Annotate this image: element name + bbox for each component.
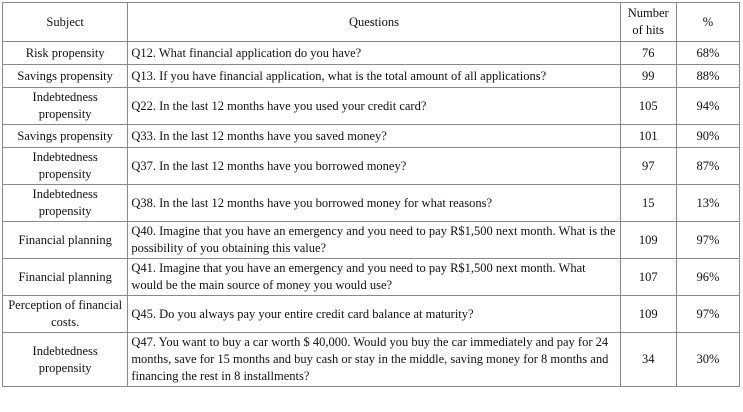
hits-cell: 101 [620, 125, 676, 148]
hits-cell: 34 [620, 333, 676, 387]
percent-cell: 94% [676, 88, 739, 125]
table-row [3, 296, 740, 333]
subject-cell: Perception of financial costs. [3, 296, 128, 333]
percent-cell: 30% [676, 333, 739, 387]
header-row [3, 3, 740, 42]
subject-cell: Indebtedness propensity [3, 148, 128, 185]
question-cell: Q13. If you have financial application, what is the total amount of all applications? [128, 65, 620, 88]
header-percent: % [676, 3, 739, 42]
subject-cell: Indebtedness propensity [3, 333, 128, 387]
table-row [3, 259, 740, 296]
subject-cell: Savings propensity [3, 125, 128, 148]
question-cell: Q22. In the last 12 months have you used your credit card? [128, 88, 620, 125]
hits-cell: 97 [620, 148, 676, 185]
survey-table [2, 2, 740, 387]
percent-cell: 13% [676, 185, 739, 222]
table-row [3, 88, 740, 125]
question-cell: Q37. In the last 12 months have you borrowed money? [128, 148, 620, 185]
table-row [3, 65, 740, 88]
hits-cell: 15 [620, 185, 676, 222]
header-number-of-hits: Number of hits [620, 3, 676, 42]
question-cell: Q41. Imagine that you have an emergency and you need to pay R$1,500 next month. What would be the main source of money you would use? [128, 259, 620, 296]
percent-cell: 88% [676, 65, 739, 88]
percent-cell: 90% [676, 125, 739, 148]
hits-cell: 76 [620, 42, 676, 65]
question-cell: Q40. Imagine that you have an emergency and you need to pay R$1,500 next month. What is the possibility of you obtaining this value? [128, 222, 620, 259]
hits-cell: 105 [620, 88, 676, 125]
hits-cell: 107 [620, 259, 676, 296]
subject-cell: Risk propensity [3, 42, 128, 65]
table-row [3, 333, 740, 387]
table-row [3, 42, 740, 65]
table-body [3, 42, 740, 387]
subject-cell: Savings propensity [3, 65, 128, 88]
question-cell: Q47. You want to buy a car worth $ 40,000. Would you buy the car immediately and pay for 24 months, save for 15 months and buy cash or stay in the middle, saving money for 8 months and financing the rest in 8 installments? [128, 333, 620, 387]
table-header [3, 3, 740, 42]
question-cell: Q33. In the last 12 months have you saved money? [128, 125, 620, 148]
question-cell: Q45. Do you always pay your entire credit card balance at maturity? [128, 296, 620, 333]
subject-cell: Financial planning [3, 259, 128, 296]
hits-cell: 109 [620, 296, 676, 333]
subject-cell: Indebtedness propensity [3, 185, 128, 222]
header-questions: Questions [128, 3, 620, 42]
hits-cell: 99 [620, 65, 676, 88]
header-subject: Subject [3, 3, 128, 42]
percent-cell: 87% [676, 148, 739, 185]
subject-cell: Indebtedness propensity [3, 88, 128, 125]
percent-cell: 68% [676, 42, 739, 65]
percent-cell: 97% [676, 296, 739, 333]
hits-cell: 109 [620, 222, 676, 259]
table-row [3, 125, 740, 148]
question-cell: Q12. What financial application do you have? [128, 42, 620, 65]
subject-cell: Financial planning [3, 222, 128, 259]
question-cell: Q38. In the last 12 months have you borrowed money for what reasons? [128, 185, 620, 222]
table-row [3, 185, 740, 222]
percent-cell: 97% [676, 222, 739, 259]
percent-cell: 96% [676, 259, 739, 296]
table-row [3, 148, 740, 185]
table-row [3, 222, 740, 259]
